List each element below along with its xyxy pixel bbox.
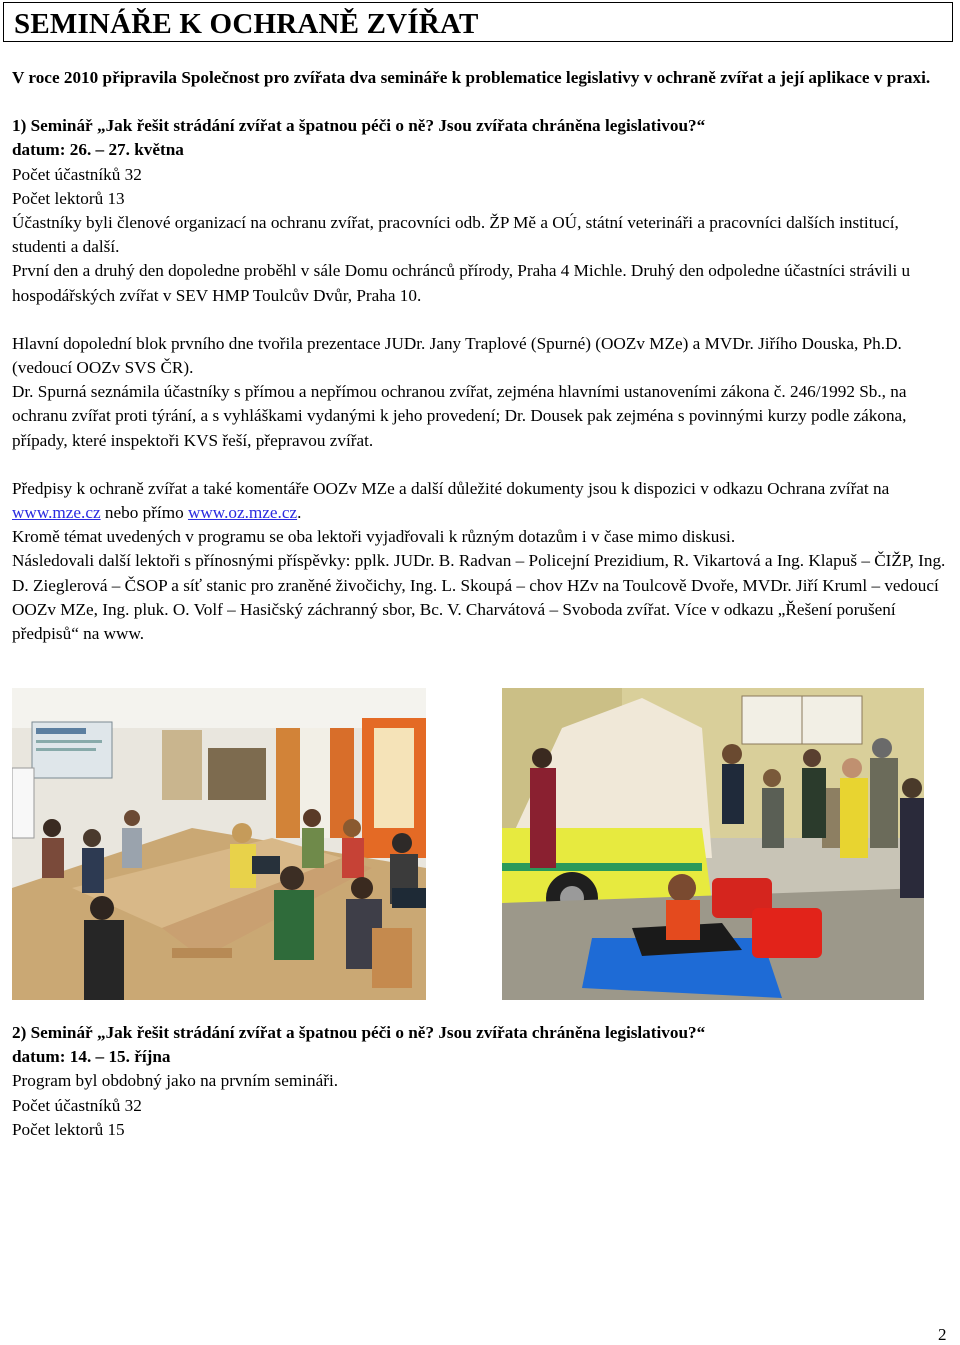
intro-paragraph: V roce 2010 připravila Společnost pro zvířata dva semináře k problematice legislativy v ochraně zvířat a její aplikace v praxi.: [12, 68, 931, 87]
seminar-2-heading: 2) Seminář „Jak řešit strádání zvířat a špatnou péči o ně? Jsou zvířata chráněna legislativou?“: [12, 1023, 706, 1042]
seminar-1-attendees: Účastníky byli členové organizací na ochranu zvířat, pracovníci odb. ŽP Mě a OÚ, státní veterináři a pracovníci dalších institucí, studenti a další.: [12, 213, 899, 257]
title-box: [3, 2, 953, 42]
seminar-1-section: [12, 66, 947, 646]
seminar-1-other-lecturers: Následovali další lektoři s přínosnými příspěvky: pplk. JUDr. B. Radvan – Policejní Prezidium, R. Vikartová a Ing. Klapuš – ČIŽP, Ing. D. Zieglerová – ČSOP a síť stanic pro zraněné živočichy, Ing. L. Skoupá – chov HZv na Toulcově Dvoře, MVDr. Jiří Kruml – vedoucí OOZv MZe, Ing. pluk. O. Volf – Hasičský záchranný sbor, Bc. V. Charvátová – Svoboda zvířat. Více v odkazu „Řešení porušení předpisů“ na www.: [12, 551, 946, 644]
link-oz-mze[interactable]: www.oz.mze.cz: [187, 503, 298, 523]
seminar-1-date: datum: 26. – 27. května: [12, 140, 184, 160]
page-number: 2: [938, 1325, 947, 1344]
seminar-1-participants: Počet účastníků 32: [12, 164, 142, 184]
seminar-1-spurna: Dr. Spurná seznámila účastníky s přímou a nepřímou ochranou zvířat, zejména hlavními ustanoveními zákona č. 246/1992 Sb., na ochranu zvířat proti týrání, a s vyhláškami vydanými k jeho provedení; Dr. Dousek pak zejména s povinnými kurzy podle zákona, případy, které inspektoři KVS řeší, přepravou zvířat.: [12, 382, 907, 450]
seminar-2-program: Program byl obdobný jako na prvním semináři.: [12, 1071, 339, 1091]
link-mze[interactable]: www.mze.cz: [12, 503, 101, 523]
seminar-hall-photo: [12, 688, 426, 1000]
seminar-2-date: datum: 14. – 15. října: [12, 1047, 171, 1067]
rescue-demo-photo: [502, 688, 924, 1000]
seminar-2-section: [12, 1021, 947, 1142]
seminar-2-participants: Počet účastníků 32: [12, 1095, 142, 1115]
page-title: SEMINÁŘE K OCHRANĚ ZVÍŘAT: [14, 8, 479, 40]
seminar-2-lecturers: Počet lektorů 15: [12, 1119, 125, 1139]
seminar-1-lecturers: Počet lektorů 13: [12, 188, 125, 208]
photo-row: [12, 688, 924, 1000]
seminar-1-questions: Kromě témat uvedených v programu se oba lektoři vyjadřovali k různým dotazům i v čase mimo diskusi.: [12, 527, 736, 547]
seminar-1-venue: První den a druhý den dopoledne proběhl v sále Domu ochránců přírody, Praha 4 Michle. Druhý den odpoledne účastníci strávili u hospodářských zvířat v SEV HMP Toulcův Dvůr, Praha 10.: [12, 261, 911, 305]
seminar-1-heading: 1) Seminář „Jak řešit strádání zvířat a špatnou péči o ně? Jsou zvířata chráněna legislativou?“: [12, 116, 706, 136]
seminar-1-regulations: Předpisy k ochraně zvířat a také komentáře OOZv MZe a další důležité dokumenty jsou k dispozici v odkazu Ochrana zvířat na www.mze.cz nebo přímo www.oz.mze.cz.: [12, 478, 890, 523]
seminar-1-main-block: Hlavní dopolední blok prvního dne tvořila prezentace JUDr. Jany Traplové (Spurné) (OOZv MZe) a MVDr. Jiřího Douska, Ph.D. (vedoucí OOZv SVS ČR).: [12, 333, 902, 378]
